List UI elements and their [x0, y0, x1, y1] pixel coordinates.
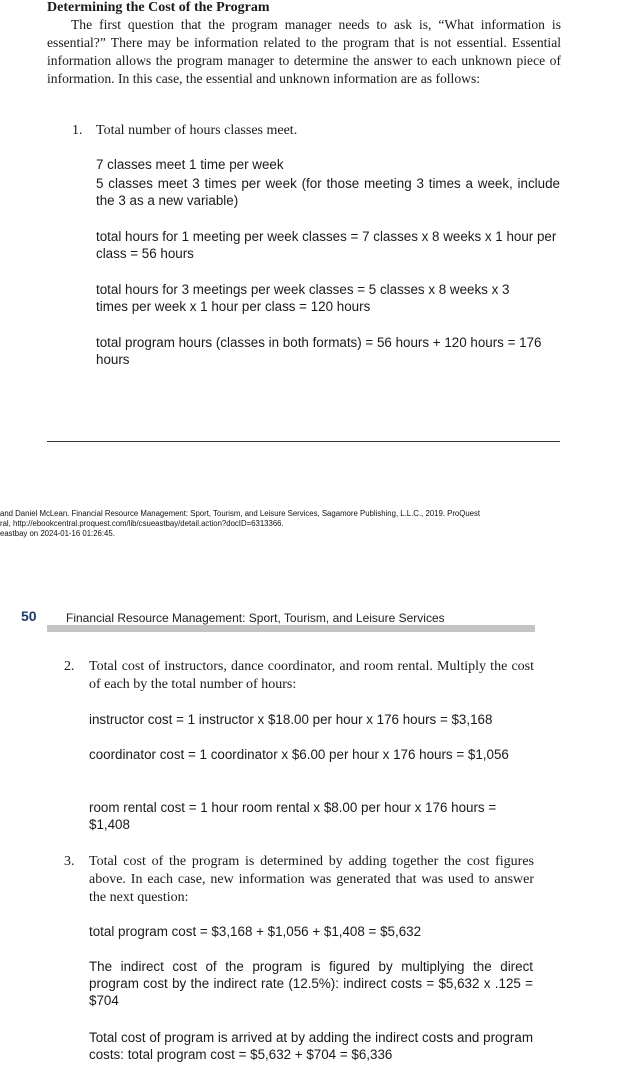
- header-rule: [47, 625, 535, 632]
- citation-line-3: eastbay on 2024-01-16 01:26:45.: [0, 529, 115, 538]
- item-1-line-b: 5 classes meet 3 times per week (for those meeting 3 times a week, include the 3 as a new variable): [96, 176, 560, 208]
- page-number: 50: [21, 608, 37, 624]
- total-direct-cost: total program cost = $3,168 + $1,056 + $1,408 = $5,632: [89, 924, 422, 939]
- list-number-3: 3.: [64, 854, 75, 869]
- item-2-text: Total cost of instructors, dance coordinator, and room rental. Multiply the cost of each by the total number of hours:: [89, 659, 534, 692]
- coordinator-cost: coordinator cost = 1 coordinator x $6.00 per hour x 176 hours = $1,056: [89, 747, 509, 762]
- citation-line-1: and Daniel McLean. Financial Resource Management: Sport, Tourism, and Leisure Services, Sagamore Publishing, L.L.C., 2019. ProQuest: [0, 509, 481, 518]
- total-program-cost: Total cost of program is arrived at by adding the indirect costs and program costs: total program cost = $5,632 + $704 = $6,336: [89, 1030, 533, 1062]
- section-heading: Determining the Cost of the Program: [47, 0, 270, 15]
- item-1-title: Total number of hours classes meet.: [96, 123, 298, 138]
- item-1-line-a: 7 classes meet 1 time per week: [96, 157, 284, 172]
- item-3-text: Total cost of the program is determined by adding together the cost figures above. In each case, new information was generated that was used to answer the next question:: [89, 854, 534, 905]
- intro-paragraph: The first question that the program manager needs to ask is, “What information is essential?” There may be information related to the program that is not essential. Essential information allows the program manager to determine the answer to each unknown piece of information. In this case, the essential and unknown information are as follows:: [47, 17, 561, 86]
- running-head: Financial Resource Management: Sport, Tourism, and Leisure Services: [66, 611, 445, 625]
- list-number-1: 1.: [72, 123, 83, 138]
- item-1-calc-2: total hours for 3 meetings per week classes = 5 classes x 8 weeks x 3 times per week x 1 hour per class = 120 hours: [96, 282, 510, 314]
- instructor-cost: instructor cost = 1 instructor x $18.00 per hour x 176 hours = $3,168: [89, 712, 493, 727]
- indirect-cost: The indirect cost of the program is figured by multiplying the direct program cost by the indirect rate (12.5%): indirect costs = $5,632 x .125 = $704: [89, 959, 533, 1008]
- item-1-calc-3: total program hours (classes in both formats) = 56 hours + 120 hours = 176 hours: [96, 335, 542, 367]
- citation-line-2: ral, http://ebookcentral.proquest.com/lib/csueastbay/detail.action?docID=6313366.: [0, 519, 284, 528]
- item-1-calc-1: total hours for 1 meeting per week classes = 7 classes x 8 weeks x 1 hour per class = 56 hours: [96, 229, 557, 261]
- footnote-divider: [47, 441, 560, 442]
- room-rental-cost: room rental cost = 1 hour room rental x $8.00 per hour x 176 hours = $1,408: [89, 800, 497, 832]
- list-number-2: 2.: [64, 659, 75, 674]
